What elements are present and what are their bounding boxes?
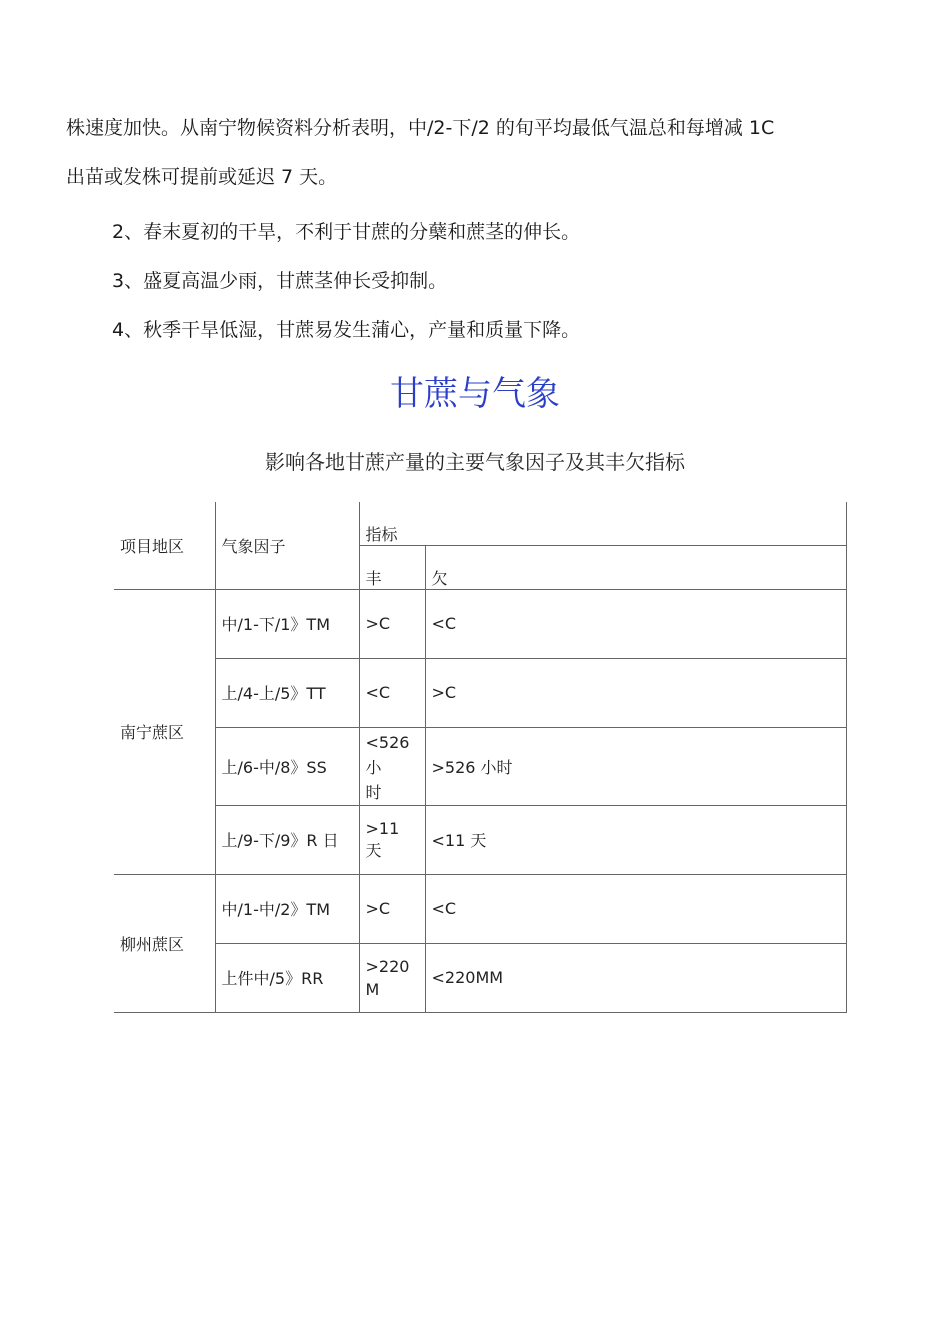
list-item: 4、秋季干旱低湿，甘蔗易发生蒲心，产量和质量下降。 xyxy=(112,319,581,341)
good-cell xyxy=(359,943,425,1012)
good-cell: <C xyxy=(359,658,425,727)
factor-cell: 上/6-中/8》SS xyxy=(215,727,359,805)
good-cell-line: >220 xyxy=(365,956,410,976)
good-cell: >C xyxy=(359,589,425,658)
table-row xyxy=(114,727,846,805)
list-item: 3、盛夏高温少雨，甘蔗茎伸长受抑制。 xyxy=(112,270,448,292)
region-cell: 南宁蔗区 xyxy=(114,589,215,874)
good-cell-line: 小 xyxy=(365,757,382,777)
good-cell: >C xyxy=(359,874,425,943)
good-cell-line: 时 xyxy=(365,782,382,802)
header-region: 项目地区 xyxy=(114,502,215,589)
factor-cell: 上件中/5》RR xyxy=(215,943,359,1012)
region-cell: 柳州蔗区 xyxy=(114,874,215,1012)
factor-cell: 上/9-下/9》R 日 xyxy=(215,805,359,874)
factor-cell: 上/4-上/5》TT xyxy=(215,658,359,727)
poor-cell: <C xyxy=(425,589,846,658)
table-row xyxy=(114,943,846,1012)
header-poor: 欠 xyxy=(425,545,846,589)
header-good: 丰 xyxy=(359,545,425,589)
poor-cell: <11 天 xyxy=(425,805,846,874)
poor-cell: >526 小时 xyxy=(425,727,846,805)
poor-cell: >C xyxy=(425,658,846,727)
poor-cell: <C xyxy=(425,874,846,943)
good-cell-line: M xyxy=(365,979,380,999)
indicator-table xyxy=(114,502,847,1013)
body-paragraph-line: 株速度加快。从南宁物候资料分析表明，中/2-下/2 的旬平均最低气温总和每增减 1C xyxy=(66,117,775,139)
poor-cell: <220MM xyxy=(425,943,846,1012)
table-caption: 影响各地甘蔗产量的主要气象因子及其丰欠指标 xyxy=(265,450,685,474)
factor-cell: 中/1-中/2》TM xyxy=(215,874,359,943)
table-row xyxy=(114,874,846,943)
good-cell xyxy=(359,727,425,805)
section-title: 甘蔗与气象 xyxy=(390,374,560,414)
header-indicator: 指标 xyxy=(359,502,846,545)
good-cell-line: <526 xyxy=(365,732,410,752)
header-factor: 气象因子 xyxy=(215,502,359,589)
table-row xyxy=(114,658,846,727)
factor-cell: 中/1-下/1》TM xyxy=(215,589,359,658)
table-row xyxy=(114,589,846,658)
list-item: 2、春末夏初的干旱，不利于甘蔗的分蘖和蔗茎的伸长。 xyxy=(112,221,581,243)
body-paragraph-line: 出苗或发株可提前或延迟 7 天。 xyxy=(66,166,338,188)
good-cell: >11 天 xyxy=(359,805,425,874)
table-row xyxy=(114,805,846,874)
